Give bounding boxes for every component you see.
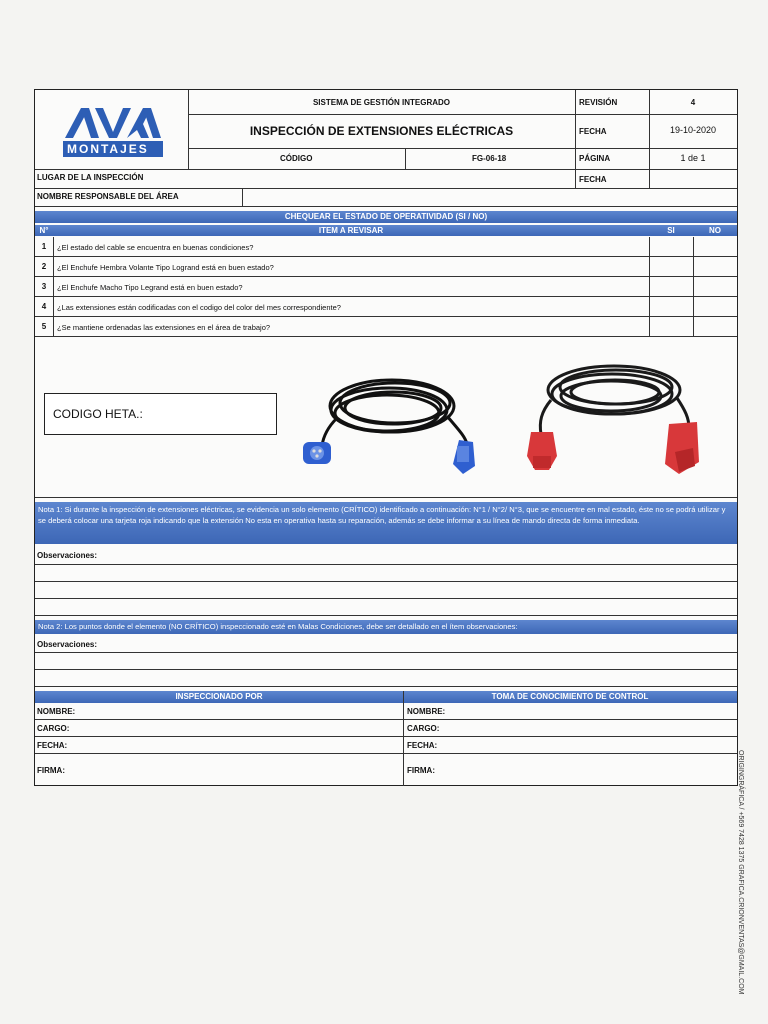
col-item-header: ITEM A REVISAR	[318, 226, 384, 235]
row-question: ¿Las extensiones están codificadas con el codigo del color del mes correspondiente?	[57, 303, 341, 312]
col-num-header: N°	[39, 226, 49, 235]
checklist-row	[35, 257, 737, 277]
row-no-checkbox[interactable]	[694, 257, 737, 276]
row-question: ¿Se mantiene ordenadas las extensiones en el área de trabajo?	[57, 323, 271, 332]
controller-name-field[interactable]	[465, 703, 735, 718]
row-number: 1	[41, 242, 47, 251]
col-no-header: NO	[709, 226, 721, 235]
logo-wordmark: MONTAJES	[67, 142, 149, 156]
note-1-banner	[35, 502, 737, 544]
checklist-row	[35, 277, 737, 297]
logo-graphic	[37, 94, 187, 168]
info-date-field[interactable]	[650, 170, 737, 187]
controller-role-label: CARGO:	[407, 724, 440, 733]
red-plug-left	[527, 432, 557, 470]
system-title: SISTEMA DE GESTIÓN INTEGRADO	[312, 98, 451, 107]
responsible-field[interactable]	[243, 189, 737, 205]
controller-role-field[interactable]	[465, 720, 735, 735]
checklist-row	[35, 317, 737, 337]
printer-side-text: ORIGINGRÁFICA / +569 7428 1375 GRAFICA.CRIONVENTAS@GMAIL.COM	[737, 750, 744, 995]
row-question: ¿El Enchufe Hembra Volante Tipo Logrand está en buen estado?	[57, 263, 274, 272]
codigo-heta-label: CODIGO HETA.:	[53, 407, 143, 421]
code-label: CÓDIGO	[280, 154, 313, 163]
inspection-place-field[interactable]	[242, 170, 575, 187]
row-si-checkbox[interactable]	[650, 277, 693, 296]
revision-label: REVISIÓN	[579, 98, 618, 107]
checklist-header-bar	[35, 225, 737, 236]
blue-plug-right	[453, 440, 475, 474]
row-number: 4	[41, 302, 47, 311]
control-acknowledgement-title: TOMA DE CONOCIMIENTO DE CONTROL	[491, 692, 649, 701]
observations-2-field[interactable]	[35, 635, 737, 687]
company-logo	[37, 94, 187, 168]
note-2-text: Nota 2: Los puntos donde el elemento (NO CRÍTICO) inspeccionado esté en Malas Condiciones, debe ser detallado en el ítem observaciones:	[38, 622, 518, 631]
row-question: ¿El Enchufe Macho Tipo Legrand está en buen estado?	[57, 283, 243, 292]
signatures-header-bar	[35, 691, 737, 703]
controller-date-label: FECHA:	[407, 741, 438, 750]
row-no-checkbox[interactable]	[694, 297, 737, 316]
note-2-banner	[35, 620, 737, 634]
checklist-row	[35, 237, 737, 257]
responsible-label: NOMBRE RESPONSABLE DEL ÁREA	[37, 192, 179, 201]
observations-1-label: Observaciones:	[37, 551, 98, 560]
inspected-by-title: INSPECCIONADO POR	[175, 692, 263, 701]
controller-signature-label: FIRMA:	[407, 766, 435, 775]
inspector-role-field[interactable]	[95, 720, 401, 735]
red-extension-cable-image	[519, 352, 699, 486]
checklist-section-bar	[35, 211, 737, 223]
col-si-header: SI	[667, 226, 675, 235]
inspector-signature-label: FIRMA:	[37, 766, 65, 775]
page-value: 1 de 1	[680, 153, 706, 163]
row-question: ¿El estado del cable se encuentra en buenas condiciones?	[57, 243, 254, 252]
checklist-table	[35, 237, 737, 337]
row-no-checkbox[interactable]	[694, 277, 737, 296]
checklist-section-title: CHEQUEAR EL ESTADO DE OPERATIVIDAD (SI / NO)	[284, 212, 488, 221]
row-si-checkbox[interactable]	[650, 317, 693, 336]
observations-1-field[interactable]	[35, 547, 737, 619]
note-1-text: Nota 1: Si durante la inspección de extensiones eléctricas, se evidencia un solo elemento (CRÍTICO) identificado a continuación: N°1 / N°2/ N°3, que se encuentre en mal estado, éste no se podrá utilizar y se deberá colocar una tarjeta roja indicando que la extensión No esta en operativa hasta su reparación, además se debe informar a su línea de mando directa de forma inmediata.	[38, 505, 726, 525]
inspector-name-field[interactable]	[95, 703, 401, 718]
inspector-signature-field[interactable]	[95, 754, 401, 785]
row-no-checkbox[interactable]	[694, 317, 737, 336]
date-label: FECHA	[579, 127, 607, 136]
inspector-date-label: FECHA:	[37, 741, 68, 750]
row-si-checkbox[interactable]	[650, 237, 693, 256]
inspection-form	[34, 89, 738, 786]
page-label: PÁGINA	[579, 154, 611, 163]
inspector-role-label: CARGO:	[37, 724, 70, 733]
row-number: 3	[41, 282, 47, 291]
blue-plug-left	[303, 442, 331, 464]
row-no-checkbox[interactable]	[694, 237, 737, 256]
row-number: 2	[41, 262, 47, 271]
signatures-table	[35, 703, 737, 786]
revision-value: 4	[690, 98, 696, 107]
red-plug-right	[665, 422, 699, 474]
info-date-label: FECHA	[579, 175, 607, 184]
document-title: INSPECCIÓN DE EXTENSIONES ELÉCTRICAS	[249, 124, 514, 138]
date-value: 19-10-2020	[669, 125, 717, 135]
controller-signature-field[interactable]	[465, 754, 735, 785]
controller-date-field[interactable]	[465, 737, 735, 752]
inspection-place-label: LUGAR DE LA INSPECCIÓN	[37, 173, 144, 182]
observations-2-label: Observaciones:	[37, 640, 98, 649]
code-value: FG-06-18	[472, 154, 507, 163]
checklist-row	[35, 297, 737, 317]
inspector-name-label: NOMBRE:	[37, 707, 76, 716]
row-si-checkbox[interactable]	[650, 297, 693, 316]
controller-name-label: NOMBRE:	[407, 707, 446, 716]
inspector-date-field[interactable]	[95, 737, 401, 752]
blue-extension-cable-image	[297, 358, 477, 480]
row-number: 5	[41, 322, 47, 331]
row-si-checkbox[interactable]	[650, 257, 693, 276]
codigo-heta-box[interactable]	[44, 393, 277, 435]
